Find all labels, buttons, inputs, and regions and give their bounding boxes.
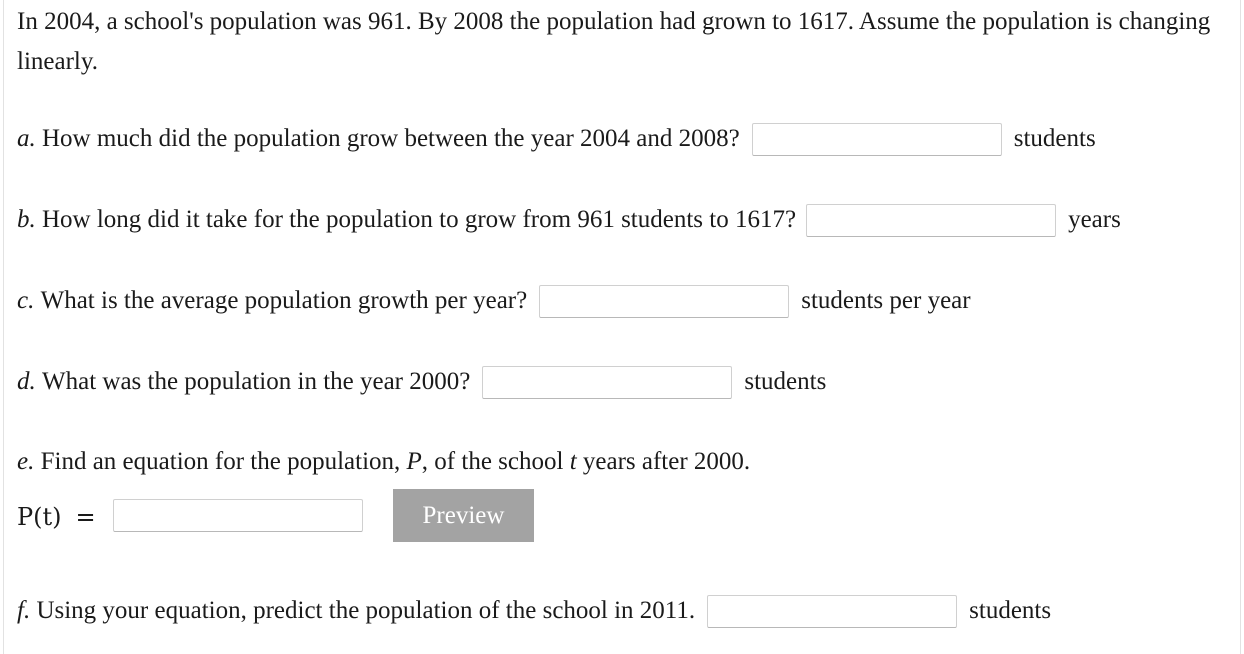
problem-intro: In 2004, a school's population was 961. By 2008 the population had grown to 1617. Assume the population is changing linearly. <box>17 8 1211 75</box>
part-d-row <box>17 362 826 402</box>
equation-input[interactable] <box>113 499 363 532</box>
part-b-question: How long did it take for the population to grow from 961 students to 1617? <box>42 206 797 233</box>
part-b-unit: years <box>1068 206 1121 233</box>
part-b-answer-input[interactable] <box>806 204 1056 237</box>
part-f-unit: students <box>969 597 1052 624</box>
function-label: P(t) <box>17 503 62 531</box>
part-e-question-start: Find an equation for the population, <box>40 448 401 475</box>
preview-button[interactable]: Preview <box>393 489 534 542</box>
part-e-p-symbol: P <box>406 448 422 475</box>
equation-label <box>17 497 96 537</box>
part-f-row <box>17 591 1051 631</box>
part-f-question: Using your equation, predict the population of the school in 2011. <box>36 597 696 624</box>
part-e-question-middle: , of the school <box>421 448 564 475</box>
part-d-unit: students <box>744 368 827 395</box>
part-d-question: What was the population in the year 2000? <box>42 368 471 395</box>
part-a-row <box>17 119 1096 159</box>
part-d-letter: d. <box>17 368 36 395</box>
part-e-question-end: years after 2000. <box>582 448 751 475</box>
part-c-question: What is the average population growth per year? <box>40 287 528 314</box>
part-c-letter: c. <box>17 287 35 314</box>
question-frame <box>3 0 1241 654</box>
part-a-unit: students <box>1013 125 1096 152</box>
part-b-row <box>17 200 1121 240</box>
part-e-t-symbol: t <box>569 448 577 475</box>
part-d-answer-input[interactable] <box>482 366 732 399</box>
part-a-question: How much did the population grow between the year 2004 and 2008? <box>42 125 740 152</box>
part-c-row <box>17 281 971 321</box>
part-e-row <box>17 442 750 482</box>
part-f-letter: f. <box>17 597 31 624</box>
part-a-answer-input[interactable] <box>752 123 1002 156</box>
part-e-letter: e. <box>17 448 35 475</box>
part-f-answer-input[interactable] <box>707 595 957 628</box>
part-b-letter: b. <box>17 206 36 233</box>
equals-sign: = <box>75 503 96 531</box>
part-a-letter: a. <box>17 125 36 152</box>
part-c-unit: students per year <box>801 287 971 314</box>
part-c-answer-input[interactable] <box>539 285 789 318</box>
